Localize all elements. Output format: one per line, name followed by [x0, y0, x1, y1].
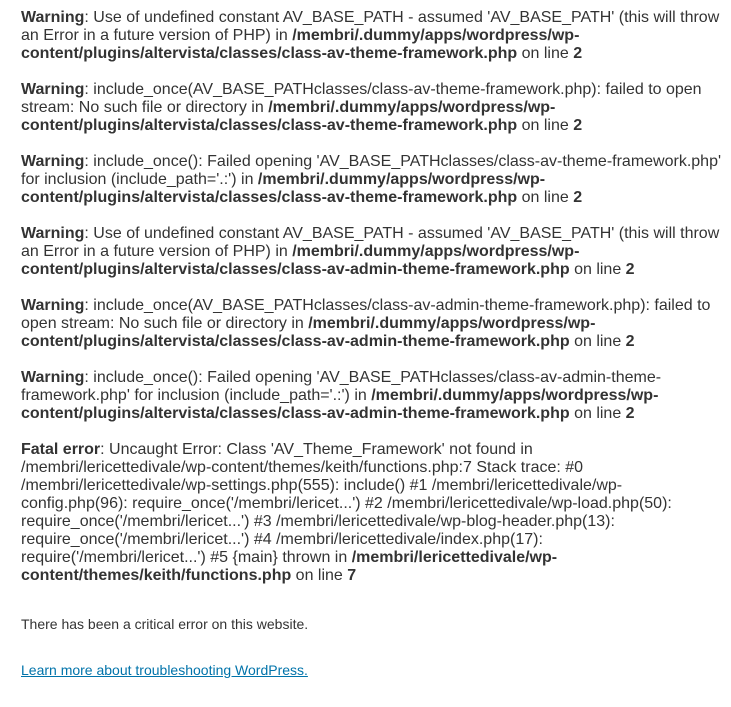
error-text: : Use of undefined constant AV_BASE_PATH - assumed 'AV_BASE_PATH' (this will throw an Error in a future version of PHP) in [21, 225, 720, 260]
error-line: 2 [573, 117, 583, 134]
on-line-text: on line [517, 117, 574, 134]
error-text: : Use of undefined constant AV_BASE_PATH - assumed 'AV_BASE_PATH' (this will throw an Error in a future version of PHP) in [21, 9, 720, 44]
error-level: Warning [21, 9, 85, 26]
error-text: : Uncaught Error: Class 'AV_Theme_Framework' not found in /membri/lericettedivale/wp-content/themes/keith/functions.php:7 Stack trace: #0 /membri/lericettedivale/wp-settings.php(555): include() #1 /membri/lericettedivale/wp-config.php(96): require_once('/membri/lericet...') #2 /membri/lericettedivale/wp-load.php(50): require_once('/membri/lericet...') #3 /membri/lericettedivale/wp-blog-header.php(13): require_once('/membri/lericet...') #4 /membri/lericettedivale/index.php(17): require('/membri/lericet...') #5 {main} thrown in [21, 441, 672, 566]
php-warning-message [21, 81, 726, 135]
php-warning-message [21, 225, 726, 279]
error-text: : include_once(): Failed opening 'AV_BASE_PATHclasses/class-av-admin-theme-framework.php' for inclusion (include_path='.:') in [21, 369, 662, 404]
help-paragraph [21, 661, 726, 679]
error-text: : include_once(): Failed opening 'AV_BASE_PATHclasses/class-av-theme-framework.php' for inclusion (include_path='.:') in [21, 153, 722, 188]
php-warning-message [21, 297, 726, 351]
error-file: /membri/.dummy/apps/wordpress/wp-content/plugins/altervista/classes/class-av-theme-framework.php [21, 171, 546, 206]
error-file: /membri/lericettedivale/wp-content/themes/keith/functions.php [21, 549, 558, 584]
error-level: Fatal error [21, 441, 101, 458]
error-level: Warning [21, 81, 85, 98]
error-line: 2 [573, 189, 583, 206]
error-file: /membri/.dummy/apps/wordpress/wp-content/plugins/altervista/classes/class-av-admin-theme-framework.php [21, 243, 580, 278]
error-text: : include_once(AV_BASE_PATHclasses/class-av-theme-framework.php): failed to open stream: No such file or directory in [21, 81, 702, 116]
php-warning-message [21, 369, 726, 423]
on-line-text: on line [517, 45, 574, 62]
on-line-text: on line [569, 333, 626, 350]
error-text: : include_once(AV_BASE_PATHclasses/class-av-admin-theme-framework.php): failed to open stream: No such file or directory in [21, 297, 711, 332]
error-level: Warning [21, 225, 85, 242]
error-file: /membri/.dummy/apps/wordpress/wp-content/plugins/altervista/classes/class-av-theme-framework.php [21, 99, 556, 134]
error-line: 2 [625, 333, 635, 350]
troubleshooting-link[interactable]: Learn more about troubleshooting WordPress. [21, 662, 308, 678]
on-line-text: on line [291, 567, 348, 584]
on-line-text: on line [517, 189, 574, 206]
error-level: Warning [21, 369, 85, 386]
php-warning-message [21, 153, 726, 207]
error-line: 7 [347, 567, 357, 584]
error-level: Warning [21, 153, 85, 170]
error-level: Warning [21, 297, 85, 314]
critical-error-notice: There has been a critical error on this website. [21, 616, 309, 632]
error-line: 2 [573, 45, 583, 62]
php-fatal-error-message [21, 441, 726, 585]
error-file: /membri/.dummy/apps/wordpress/wp-content/plugins/altervista/classes/class-av-theme-framework.php [21, 27, 580, 62]
error-output [21, 9, 726, 679]
error-line: 2 [625, 405, 635, 422]
error-file: /membri/.dummy/apps/wordpress/wp-content/plugins/altervista/classes/class-av-admin-theme-framework.php [21, 387, 659, 422]
error-file: /membri/.dummy/apps/wordpress/wp-content/plugins/altervista/classes/class-av-admin-theme-framework.php [21, 315, 596, 350]
on-line-text: on line [569, 261, 626, 278]
on-line-text: on line [569, 405, 626, 422]
php-warning-message [21, 9, 726, 63]
error-line: 2 [625, 261, 635, 278]
